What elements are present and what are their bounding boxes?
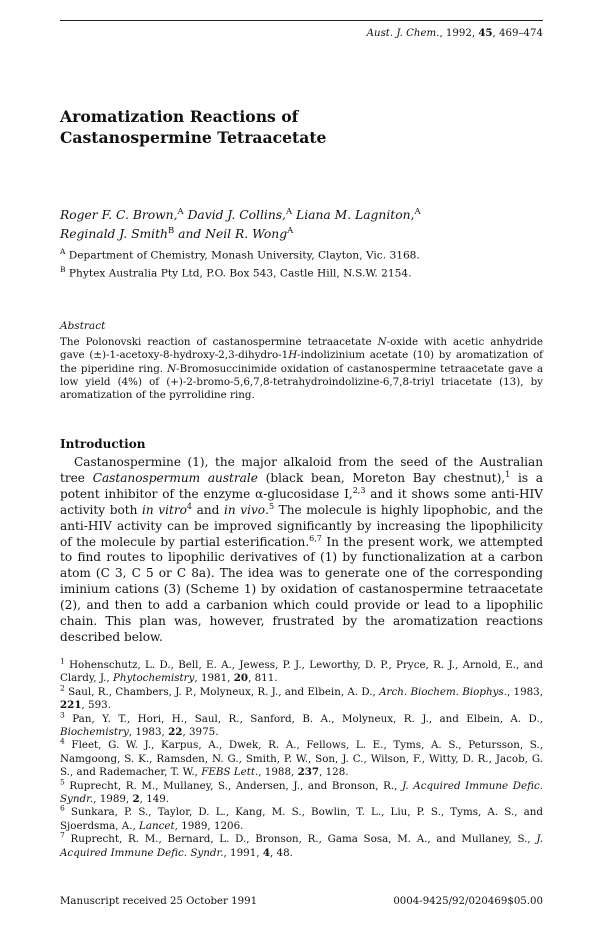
affiliation-a-mark: A xyxy=(60,247,66,256)
author-3: Liana M. Lagniton, xyxy=(296,208,415,223)
header-rule xyxy=(60,20,543,21)
introduction-heading: Introduction xyxy=(60,437,146,451)
introduction-paragraph xyxy=(60,455,543,646)
journal-year: 1992 xyxy=(445,28,472,39)
reference-number: 7 xyxy=(60,830,65,840)
intro-in-vivo: in vivo xyxy=(223,502,266,517)
reference-volume: 2 xyxy=(132,793,140,806)
reference-authors: Saul, R., Chambers, J. P., Molyneux, R. J., and Elbein, A. D., xyxy=(68,685,380,698)
author-4: Reginald J. Smith xyxy=(60,227,168,242)
reference-pages: , 128. xyxy=(319,766,349,779)
intro-ref-5: 6,7 xyxy=(309,533,322,543)
author-5: and Neil R. Wong xyxy=(178,227,288,242)
author-5-affil: A xyxy=(287,226,294,237)
affiliation-b xyxy=(60,263,543,281)
reference-journal: J. Acquired Immune Defic. Syndr. xyxy=(60,779,543,806)
reference-journal: Phytochemistry xyxy=(112,672,195,685)
intro-in-vitro: in vitro xyxy=(142,502,187,517)
intro-ref-1: 1 xyxy=(505,469,511,479)
reference-volume: 221 xyxy=(60,699,82,712)
reference-volume: 4 xyxy=(262,846,270,859)
article-title xyxy=(60,106,543,148)
reference-authors: Sunkara, P. S., Taylor, D. L., Kang, M. S., Bowlin, T. L., Liu, P. S., Tyms, A. S., and Sjoerdsma, A., xyxy=(60,806,543,832)
abstract-text-2: -oxide with acetic anhydride gave (±)-1-acetoxy-8-hydroxy-2,3-dihydro-1 xyxy=(60,336,543,362)
reference-year: , 1983, xyxy=(506,685,544,698)
affiliation-b-text: Phytex Australia Pty Ltd, P.O. Box 543, Castle Hill, N.S.W. 2154. xyxy=(68,267,412,280)
reference-number: 2 xyxy=(60,683,65,693)
journal-abbrev: Aust. J. Chem. xyxy=(366,28,440,39)
abstract-heading: Abstract xyxy=(60,320,106,332)
abstract-italic-h: H xyxy=(288,349,298,362)
title-line-2: Castanospermine Tetraacetate xyxy=(60,128,327,147)
abstract-text-4: -Bromosuccinimide oxidation of castanospermine tetraacetate gave a low yield (4%) of (+)-2-bromo-5,6,7,8-tetrahydroindolizine-6,7,8-triyl triacetate (13), by aromatization of the pyrrolidine ring. xyxy=(60,362,544,402)
reference-number: 6 xyxy=(60,804,65,814)
abstract-text-3: -indolizinium acetate (10) by aromatization of the piperidine ring. xyxy=(60,349,543,375)
author-4-affil: B xyxy=(167,226,175,237)
reference-item xyxy=(60,777,543,807)
reference-year: , 1989, 1206. xyxy=(174,819,244,832)
reference-year: , 1983, xyxy=(128,726,169,739)
reference-pages: , 149. xyxy=(139,793,170,806)
intro-text-3: is a potent inhibitor of the enzyme α-glucosidase I, xyxy=(60,470,543,501)
abstract-body xyxy=(60,336,543,402)
intro-text-1: Castanospermine (1), the major alkaloid from the seed of the Australian tree xyxy=(60,455,543,485)
title-line-1: Aromatization Reactions of xyxy=(60,107,299,126)
reference-journal: J. Acquired Immune Defic. Syndr. xyxy=(60,833,543,859)
reference-year: , 1989, xyxy=(93,793,133,806)
intro-text-2: (black bean, Moreton Bay chestnut), xyxy=(257,470,506,485)
author-1-affil: A xyxy=(177,207,184,217)
reference-year: , 1981, xyxy=(194,672,234,685)
introduction-body xyxy=(60,455,543,646)
author-list xyxy=(60,204,543,242)
reference-volume: 20 xyxy=(233,672,249,685)
intro-text-6: . xyxy=(265,502,269,517)
author-2: David J. Collins, xyxy=(187,208,286,223)
journal-pages: 469–474 xyxy=(499,28,543,39)
reference-item xyxy=(60,656,543,686)
abstract-italic-n2: N xyxy=(167,362,177,375)
reference-year: , 1991, xyxy=(223,846,263,859)
reference-number: 3 xyxy=(60,710,65,720)
manuscript-received: Manuscript received 25 October 1991 xyxy=(60,896,258,907)
reference-journal: Biochemistry xyxy=(60,726,129,739)
reference-item xyxy=(60,830,543,860)
reference-journal: Lancet xyxy=(139,819,175,832)
reference-item xyxy=(60,710,543,740)
reference-volume: 237 xyxy=(297,766,320,779)
reference-authors: Pan, Y. T., Hori, H., Saul, R., Sanford, B. A., Molyneux, R. J., and Elbein, A. D., xyxy=(72,712,543,725)
reference-pages: , 593. xyxy=(81,699,111,712)
intro-text-8: In the present work, we attempted to find routes to lipophilic derivatives of (1) by functionalization at a carbon atom (C 3, C 5 or C 8a). The idea was to generate one of the corresponding iminium cations (3) (Scheme 1) by oxidation of castanospermine tetraacetate (2), and then to add a carbanion which could provide or lead to a lipophilic chain. This plan was, however, frustrated by the aromatization reactions described below. xyxy=(60,534,544,644)
reference-authors: Ruprecht, R. M., Mullaney, S., Andersen, J., and Bronson, R., xyxy=(69,779,403,792)
reference-item xyxy=(60,739,543,779)
intro-text-5: and xyxy=(192,502,224,517)
reference-number: 5 xyxy=(60,777,65,787)
article-code: 0004-9425/92/020469$05.00 xyxy=(393,896,543,907)
authors-line-1 xyxy=(60,204,543,223)
reference-authors: Fleet, G. W. J., Karpus, A., Dwek, R. A., Fellows, L. E., Tyms, A. S., Petursson, S., Namgoong, S. K., Ramsden, N. G., Smith, P. W., Son, J. C., Wilson, F., Witty, D. R., Jacob, G. S., and Rademacher, T. W., xyxy=(60,739,543,779)
journal-volume: 45 xyxy=(478,27,493,39)
reference-number: 1 xyxy=(60,656,65,666)
reference-journal: Arch. Biochem. Biophys. xyxy=(379,685,507,698)
reference-pages: , 3975. xyxy=(182,726,219,739)
authors-line-2 xyxy=(60,223,543,242)
affiliation-a-text: Department of Chemistry, Monash University, Clayton, Vic. 3168. xyxy=(68,249,420,262)
author-3-affil: A xyxy=(414,207,421,217)
reference-item xyxy=(60,683,544,713)
affiliation-b-mark: B xyxy=(60,265,66,275)
author-2-affil: A xyxy=(285,207,293,217)
reference-list xyxy=(60,656,544,860)
intro-ref-4: 5 xyxy=(268,501,275,511)
reference-pages: , 48. xyxy=(270,846,293,859)
affiliations xyxy=(60,245,543,281)
intro-species: Castanospermum australe xyxy=(92,470,258,485)
intro-text-4: and it shows some anti-HIV activity both xyxy=(60,486,544,517)
reference-number: 4 xyxy=(60,737,65,747)
abstract-text-1: The Polonovski reaction of castanospermine tetraacetate xyxy=(60,336,378,348)
journal-citation: Aust. J. Chem., 1992, 45, 469–474 xyxy=(366,27,543,39)
reference-authors: Hohenschutz, L. D., Bell, E. A., Jewess, P. J., Leworthy, D. P., Pryce, R. J., Arnold, E., and Clardy, J., xyxy=(60,659,543,685)
reference-item xyxy=(60,806,543,833)
intro-ref-3: 4 xyxy=(186,501,193,511)
reference-year: , 1988, xyxy=(258,766,298,779)
author-1: Roger F. C. Brown, xyxy=(60,208,178,223)
reference-pages: , 811. xyxy=(248,672,278,685)
abstract-italic-n: N xyxy=(377,336,387,348)
reference-authors: Ruprecht, R. M., Bernard, L. D., Bronson, R., Gama Sosa, M. A., and Mullaney, S., xyxy=(70,833,537,846)
intro-text-7: The molecule is highly lipophobic, and the anti-HIV activity can be improved significantly by increasing the lipophilicity of the molecule by partial esterification. xyxy=(60,502,544,549)
intro-ref-2: 2,3 xyxy=(352,485,366,495)
reference-journal: FEBS Lett. xyxy=(201,766,259,779)
affiliation-a xyxy=(60,245,543,263)
reference-volume: 22 xyxy=(168,726,183,739)
